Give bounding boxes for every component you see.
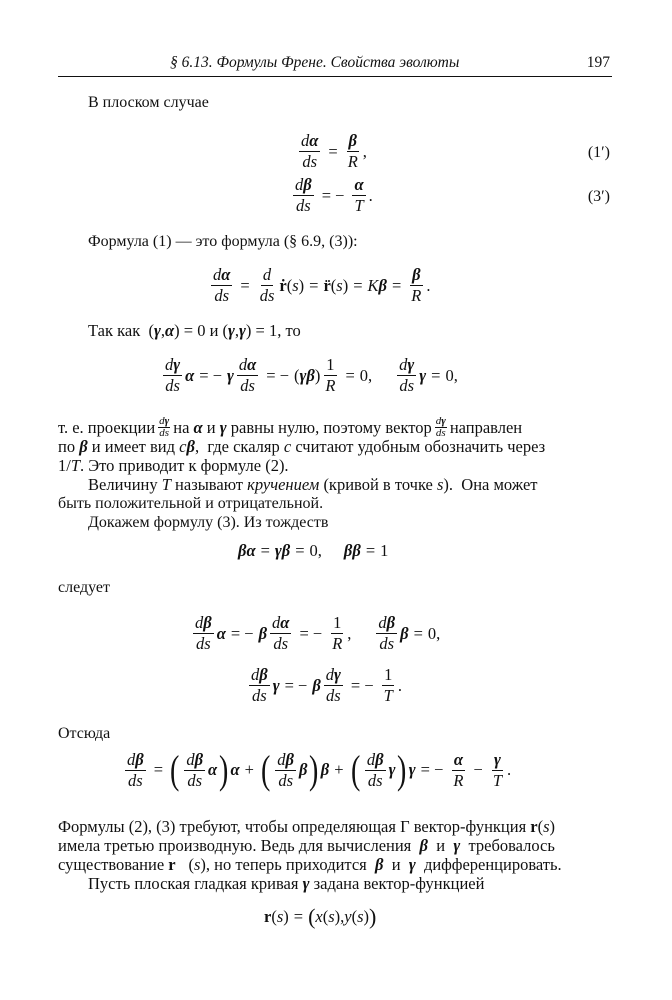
equation-1prime: $\frac{d\alpha}{ds}$ = $\frac{\beta}{R}$ , [301, 131, 367, 171]
paragraph-line: Формулы (2), (3) требуют, чтобы определяющая Г вектор-функция r ( s ) [58, 817, 556, 836]
equation-number: (3′) [587, 188, 610, 205]
section-title: § 6.13. Формулы Френе. Свойства эволюты [170, 54, 460, 71]
page-number: 197 [586, 54, 610, 71]
paragraph-line: существование r⃛ ( s ), но теперь приходится β и γ дифференцировать. [58, 855, 562, 874]
paragraph-line: Величину T называют кручением (кривой в точке s ). Она может [88, 475, 538, 494]
equation-decomposition: $\frac{d\beta}{ds}$ = ( $\frac{d\beta}{ds}$ α ) α + ( $\frac{d\beta}{ds}$ β ) β + ( $\frac{d\beta}{ds}$ γ ) γ = − $\frac{\alpha}{R}$ − $\frac{\gamma}{T}$ . [127, 747, 512, 792]
equation-frenet-1: $\frac{d\alpha}{ds}$ = $\frac{d}{ds}$ ṙ ( s ) = r̈ ( s ) = K β = $\frac{\beta}{R}$ . [213, 265, 431, 305]
paragraph-line: Пусть плоская гладкая кривая γ задана вектор-функцией [88, 874, 485, 893]
equation-parametric-curve: r ( s ) = ( x ( s ), y ( s ) ) [264, 904, 377, 929]
paragraph-line: Отсюда [58, 725, 111, 742]
paragraph-line: следует [58, 579, 110, 596]
paragraph-line: Докажем формулу (3). Из тождеств [88, 514, 329, 531]
running-header [58, 52, 612, 77]
paragraph-line: Так как ( γ , α ) = 0 и ( γ , γ ) = 1 , то [88, 321, 301, 340]
equation-number: (1′) [587, 144, 610, 161]
equation-beta-derivative: $\frac{d\beta}{ds}$ α = − β $\frac{d\alpha}{ds}$ = − $\frac{1}{R}$ , $\frac{d\beta}{ds}$ β = 0 , [195, 613, 441, 653]
paragraph-line: 1 / T . Это приводит к формуле (2). [58, 456, 289, 475]
equation-3prime: $\frac{d\beta}{ds}$ = − $\frac{\alpha}{T}$ . [295, 175, 373, 215]
paragraph-line: быть положительной и отрицательной. [58, 495, 324, 512]
paragraph-line: имела третью производную. Ведь для вычисления β и γ требовалось [58, 836, 555, 855]
equation-beta-gamma: $\frac{d\beta}{ds}$ γ = − β $\frac{d\gamma}{ds}$ = − $\frac{1}{T}$ . [251, 665, 402, 705]
equation-gamma: $\frac{d\gamma}{ds}$ α = − γ $\frac{d\alpha}{ds}$ = − ( γ β ) $\frac{1}{R}$ = 0 , $\frac{d\gamma}{ds}$ γ = 0 , [165, 355, 458, 395]
paragraph-line: по β и имеет вид c β , где скаляр c считают удобным обозначить через [58, 437, 546, 456]
paragraph-line: т. е. проекции dγ ds на α и γ равны нулю, поэтому вектор dγ ds направлен [58, 415, 523, 439]
paragraph-line: В плоском случае [88, 94, 209, 111]
paragraph-line: Формула (1) — это формула (§ 6.9, (3)): [88, 233, 358, 250]
equation-identities: β α = γ β = 0 , β β = 1 [238, 541, 389, 560]
